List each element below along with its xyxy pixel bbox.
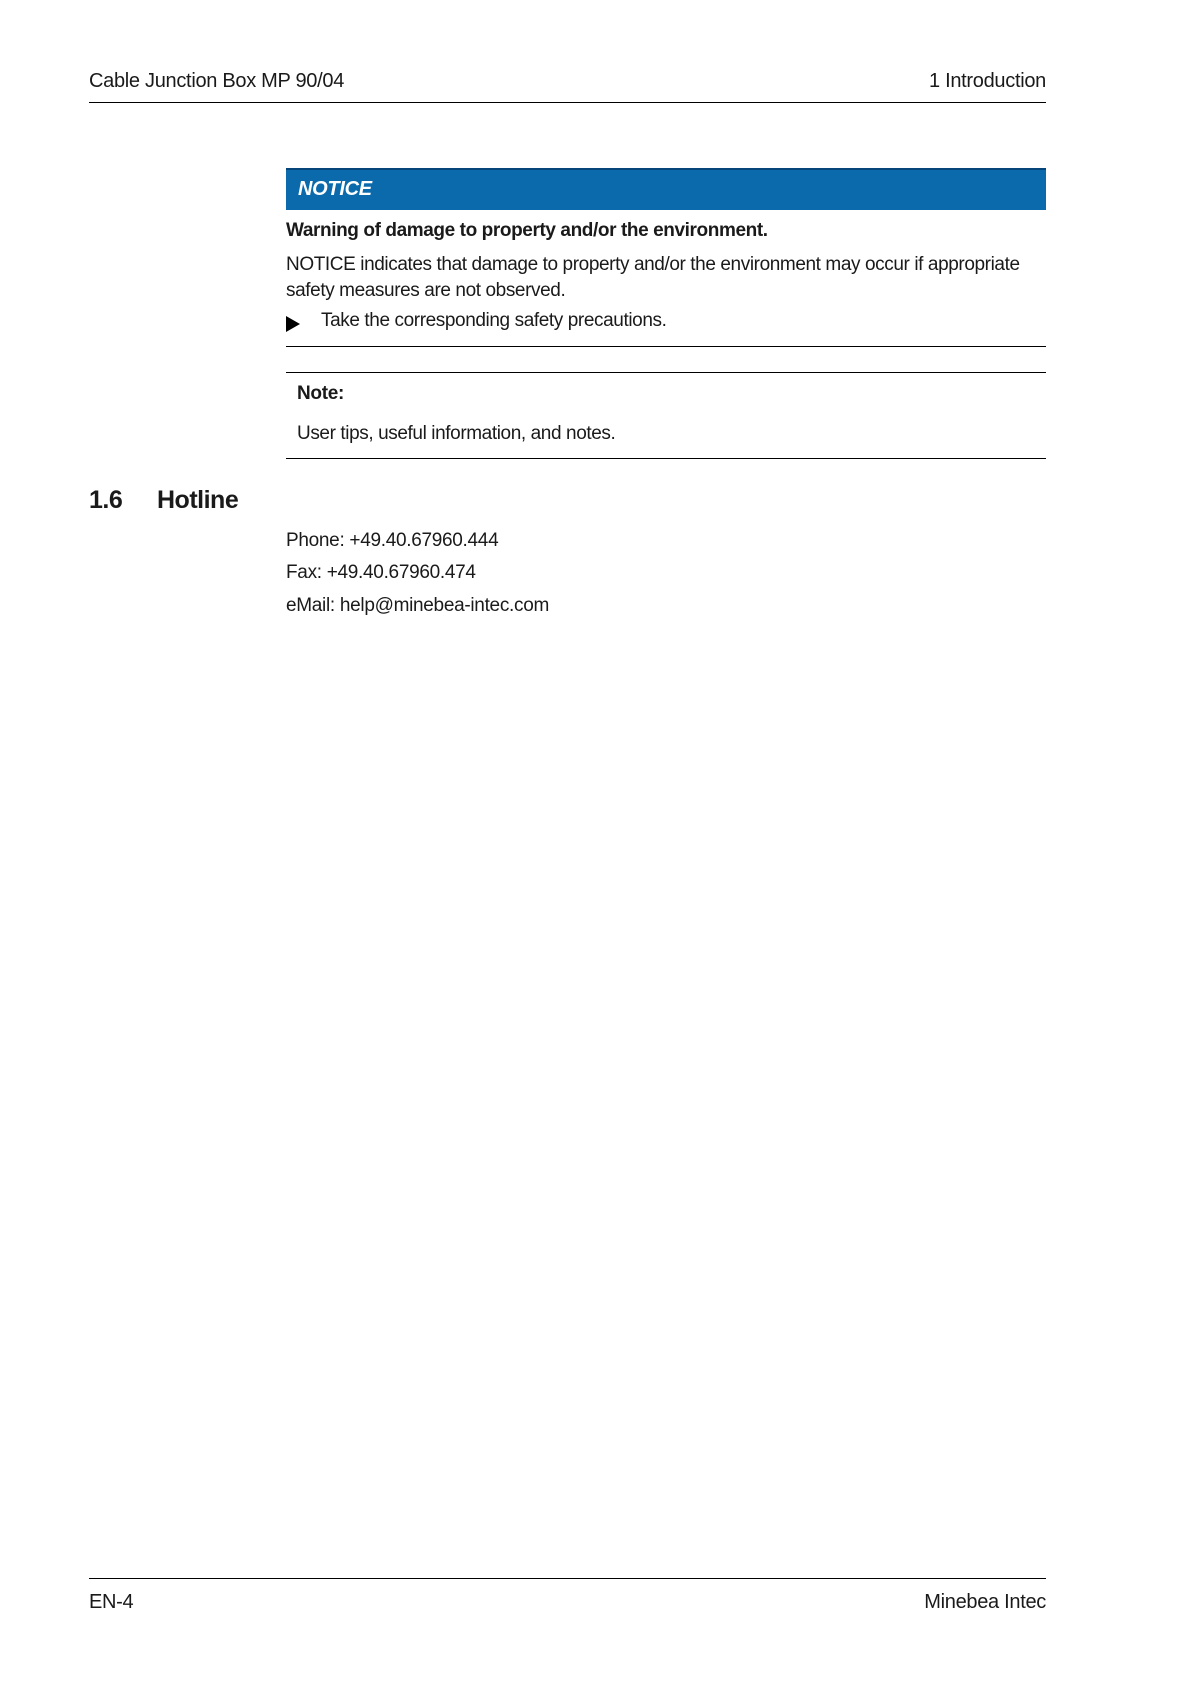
arrow-right-icon (286, 316, 300, 332)
phone-number: Phone: +49.40.67960.444 (286, 530, 499, 551)
notice-bar (286, 168, 1046, 210)
document-title: Cable Junction Box MP 90/04 (89, 70, 345, 92)
note-box (286, 372, 1046, 459)
section-number: 1.6 (89, 486, 123, 514)
company-name: Minebea Intec (924, 1591, 1046, 1613)
notice-box (286, 168, 1046, 347)
email-address: eMail: help@minebea-intec.com (286, 595, 549, 616)
notice-label: NOTICE (298, 178, 372, 200)
page-number: EN-4 (89, 1591, 134, 1613)
note-title: Note: (297, 383, 345, 404)
notice-text: NOTICE indicates that damage to property and/or the environment may occur if appropriate safety measures are not observed. (286, 254, 1020, 301)
notice-action: Take the corresponding safety precautions. (321, 310, 667, 331)
page-header (89, 70, 1046, 103)
section-title: Hotline (157, 486, 239, 514)
note-text: User tips, useful information, and notes. (297, 423, 616, 444)
notice-title: Warning of damage to property and/or the environment. (286, 220, 768, 241)
page-footer (89, 1578, 1046, 1619)
chapter-title: 1 Introduction (929, 70, 1046, 92)
fax-number: Fax: +49.40.67960.474 (286, 562, 476, 583)
